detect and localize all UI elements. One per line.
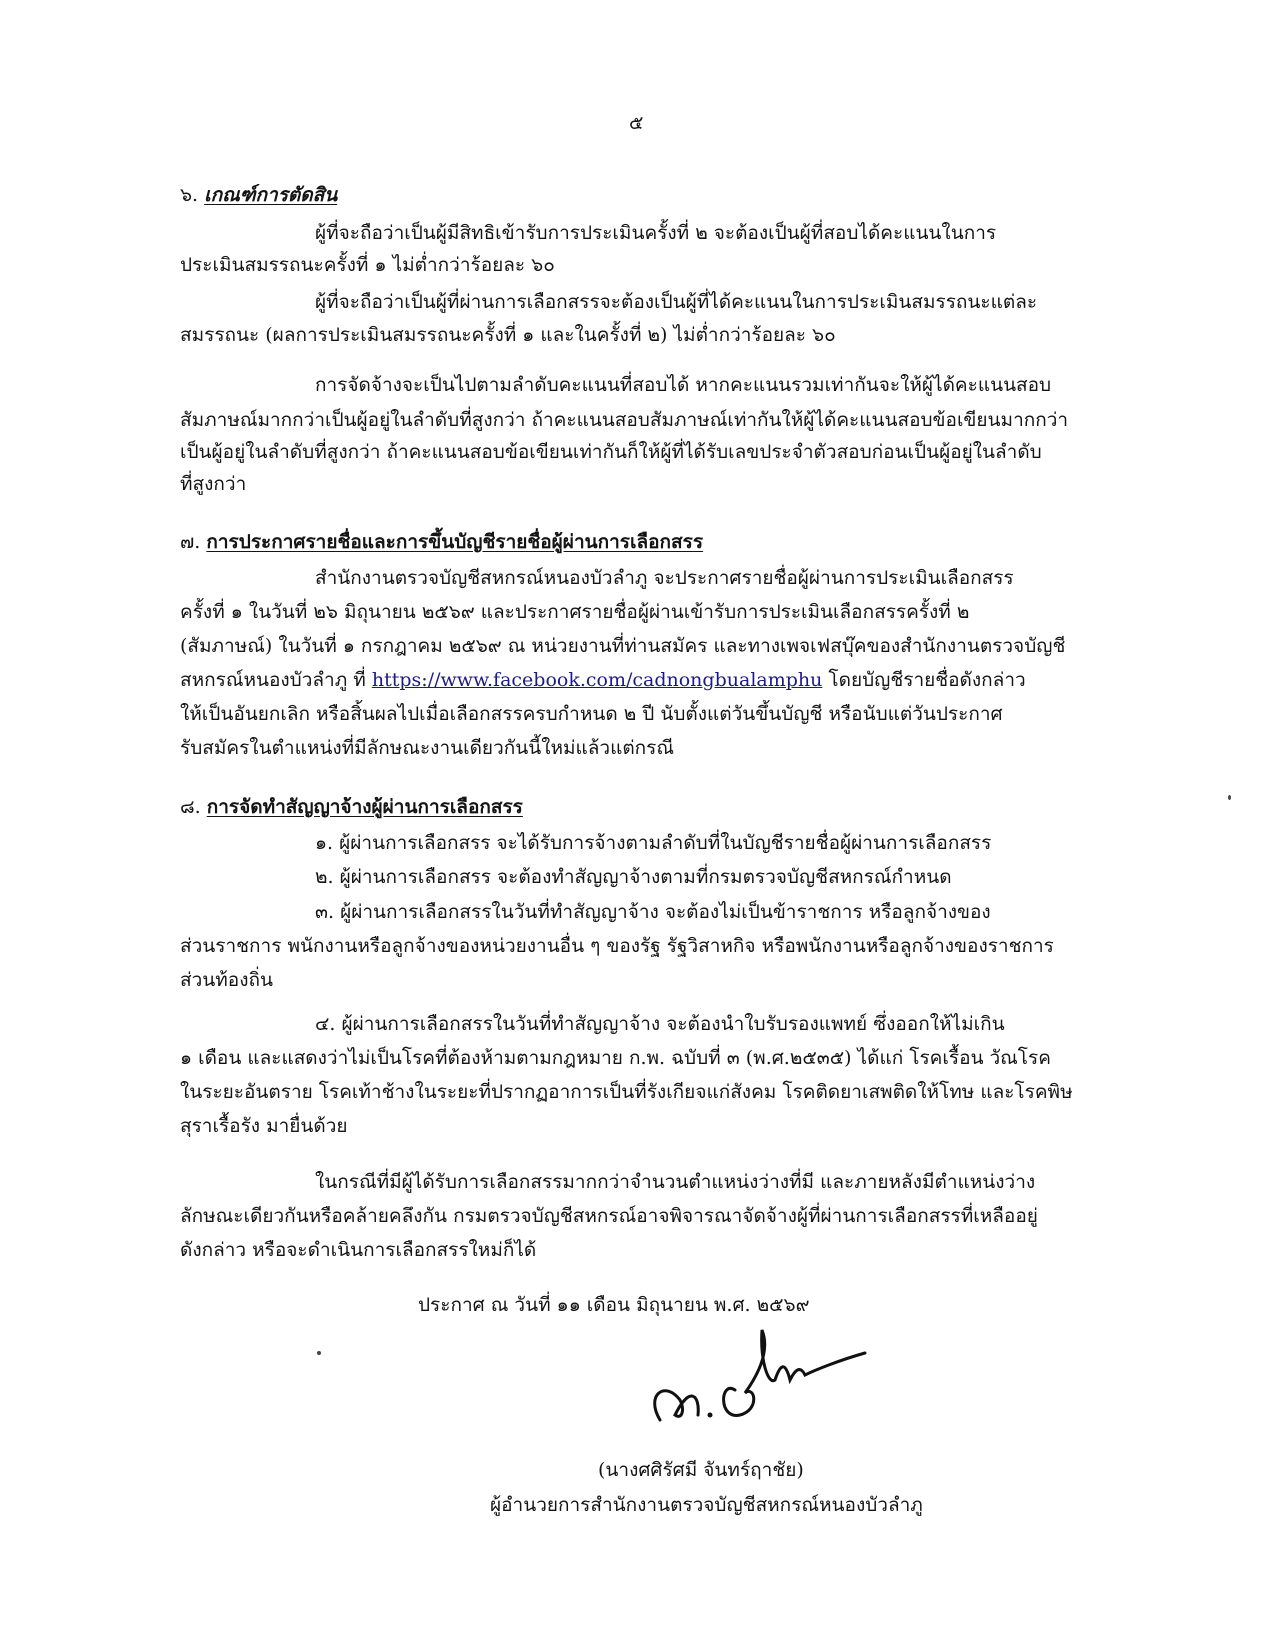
section-8-number: ๘. [180, 796, 201, 818]
s6-p2-line1: ผู้ที่จะถือว่าเป็นผู้ที่ผ่านการเลือกสรรจะต้องเป็นผู้ที่ได้คะแนนในการประเมินสมรรถนะแต่ละ [315, 291, 1038, 313]
section-7-title: การประกาศรายชื่อและการขึ้นบัญชีรายชื่อผู้ผ่านการเลือกสรร [206, 531, 704, 553]
s6-p1-line2: ประเมินสมรรถนะครั้งที่ ๑ ไม่ต่ำกว่าร้อยละ ๖๐ [180, 254, 555, 276]
scan-speck [317, 1351, 321, 1355]
section-7-number: ๗. [180, 531, 201, 553]
facebook-link[interactable]: https://www.facebook.com/cadnongbualamphu [371, 669, 823, 691]
s8-item2: ๒. ผู้ผ่านการเลือกสรร จะต้องทำสัญญาจ้างตามที่กรมตรวจบัญชีสหกรณ์กำหนด [315, 866, 952, 888]
s7-line4-post: โดยบัญชีรายชื่อดังกล่าว [828, 669, 1026, 691]
s8-item4-line2: ๑ เดือน และแสดงว่าไม่เป็นโรคที่ต้องห้ามตามกฎหมาย ก.พ. ฉบับที่ ๓ (พ.ศ.๒๕๓๕) ได้แก่ โรคเรื้อน วัณโรค [180, 1047, 1051, 1069]
s8-item4-line1: ๔. ผู้ผ่านการเลือกสรรในวันที่ทำสัญญาจ้าง จะต้องนำใบรับรองแพทย์ ซึ่งออกให้ไม่เกิน [315, 1013, 1005, 1035]
closing-line1: ในกรณีที่มีผู้ได้รับการเลือกสรรมากกว่าจำนวนตำแหน่งว่างที่มี และภายหลังมีตำแหน่งว่าง [315, 1171, 1036, 1193]
signer-title: ผู้อำนวยการสำนักงานตรวจบัญชีสหกรณ์หนองบัวลำภู [490, 1494, 923, 1516]
s6-p3-line2: สัมภาษณ์มากกว่าเป็นผู้อยู่ในลำดับที่สูงกว่า ถ้าคะแนนสอบสัมภาษณ์เท่ากันให้ผู้ได้คะแนนสอบข้อเขียนมากกว่า [180, 409, 1069, 431]
section-6-title: เกณฑ์การตัดสิน [204, 184, 338, 206]
s6-p2-line2: สมรรถนะ (ผลการประเมินสมรรถนะครั้งที่ ๑ และในครั้งที่ ๒) ไม่ต่ำกว่าร้อยละ ๖๐ [180, 324, 836, 346]
s6-p3-line1: การจัดจ้างจะเป็นไปตามลำดับคะแนนที่สอบได้ หากคะแนนรวมเท่ากันจะให้ผู้ได้คะแนนสอบ [315, 374, 1052, 396]
s6-p3-line4: ที่สูงกว่า [180, 473, 247, 495]
s8-item3-line1: ๓. ผู้ผ่านการเลือกสรรในวันที่ทำสัญญาจ้าง จะต้องไม่เป็นข้าราชการ หรือลูกจ้างของ [315, 901, 991, 923]
section-7-heading [180, 527, 703, 557]
signer-name: (นางศศิรัศมี จันทร์ฤาชัย) [598, 1459, 804, 1481]
s7-line4 [180, 665, 1026, 695]
s8-item3-line3: ส่วนท้องถิ่น [180, 969, 273, 991]
handwritten-signature [640, 1325, 880, 1435]
closing-line2: ลักษณะเดียวกันหรือคล้ายคลึงกัน กรมตรวจบัญชีสหกรณ์อาจพิจารณาจัดจ้างผู้ที่ผ่านการเลือกสรรที่เหลืออยู่ [180, 1205, 1038, 1227]
s8-item4-line3: ในระยะอันตราย โรคเท้าช้างในระยะที่ปรากฏอาการเป็นที่รังเกียจแก่สังคม โรคติดยาเสพติดให้โทษ และโรคพิษ [180, 1081, 1073, 1103]
section-6-heading [180, 180, 337, 210]
closing-line3: ดังกล่าว หรือจะดำเนินการเลือกสรรใหม่ก็ได้ [180, 1239, 537, 1261]
s8-item1: ๑. ผู้ผ่านการเลือกสรร จะได้รับการจ้างตามลำดับที่ในบัญชีรายชื่อผู้ผ่านการเลือกสรร [315, 832, 992, 854]
page-number: ๕ [629, 112, 644, 134]
announcement-date: ประกาศ ณ วันที่ ๑๑ เดือน มิถุนายน พ.ศ. ๒๕๖๙ [418, 1294, 810, 1316]
s7-line5: ให้เป็นอันยกเลิก หรือสิ้นผลไปเมื่อเลือกสรรครบกำหนด ๒ ปี นับตั้งแต่วันขึ้นบัญชี หรือนับแต่วันประกาศ [180, 703, 1003, 725]
s6-p1-line1: ผู้ที่จะถือว่าเป็นผู้มีสิทธิเข้ารับการประเมินครั้งที่ ๒ จะต้องเป็นผู้ที่สอบได้คะแนนในการ [315, 222, 997, 244]
s7-line6: รับสมัครในตำแหน่งที่มีลักษณะงานเดียวกันนี้ใหม่แล้วแต่กรณี [180, 737, 675, 759]
s8-item4-line4: สุราเรื้อรัง มายื่นด้วย [180, 1115, 348, 1137]
s8-item3-line2: ส่วนราชการ พนักงานหรือลูกจ้างของหน่วยงานอื่น ๆ ของรัฐ รัฐวิสาหกิจ หรือพนักงานหรือลูกจ้างของราชการ [180, 935, 1054, 957]
s7-line3: (สัมภาษณ์) ในวันที่ ๑ กรกฎาคม ๒๕๖๙ ณ หน่วยงานที่ท่านสมัคร และทางเพจเฟสบุ๊คของสำนักงานตรวจบัญชี [180, 635, 1066, 657]
section-8-heading [180, 792, 523, 822]
s7-line2: ครั้งที่ ๑ ในวันที่ ๒๖ มิถุนายน ๒๕๖๙ และประกาศรายชื่อผู้ผ่านเข้ารับการประเมินเลือกสรรครั้งที่ ๒ [180, 601, 970, 623]
s6-p3-line3: เป็นผู้อยู่ในลำดับที่สูงกว่า ถ้าคะแนนสอบข้อเขียนเท่ากันก็ให้ผู้ที่ได้รับเลขประจำตัวสอบก่อนเป็นผู้อยู่ในลำดับ [180, 441, 1042, 463]
section-8-title: การจัดทำสัญญาจ้างผู้ผ่านการเลือกสรร [206, 796, 523, 818]
s7-line4-pre: สหกรณ์หนองบัวลำภู ที่ [180, 669, 366, 691]
section-6-number: ๖. [180, 184, 199, 206]
scan-speck [1228, 795, 1231, 800]
s7-line1: สำนักงานตรวจบัญชีสหกรณ์หนองบัวลำภู จะประกาศรายชื่อผู้ผ่านการประเมินเลือกสรร [315, 567, 1014, 589]
